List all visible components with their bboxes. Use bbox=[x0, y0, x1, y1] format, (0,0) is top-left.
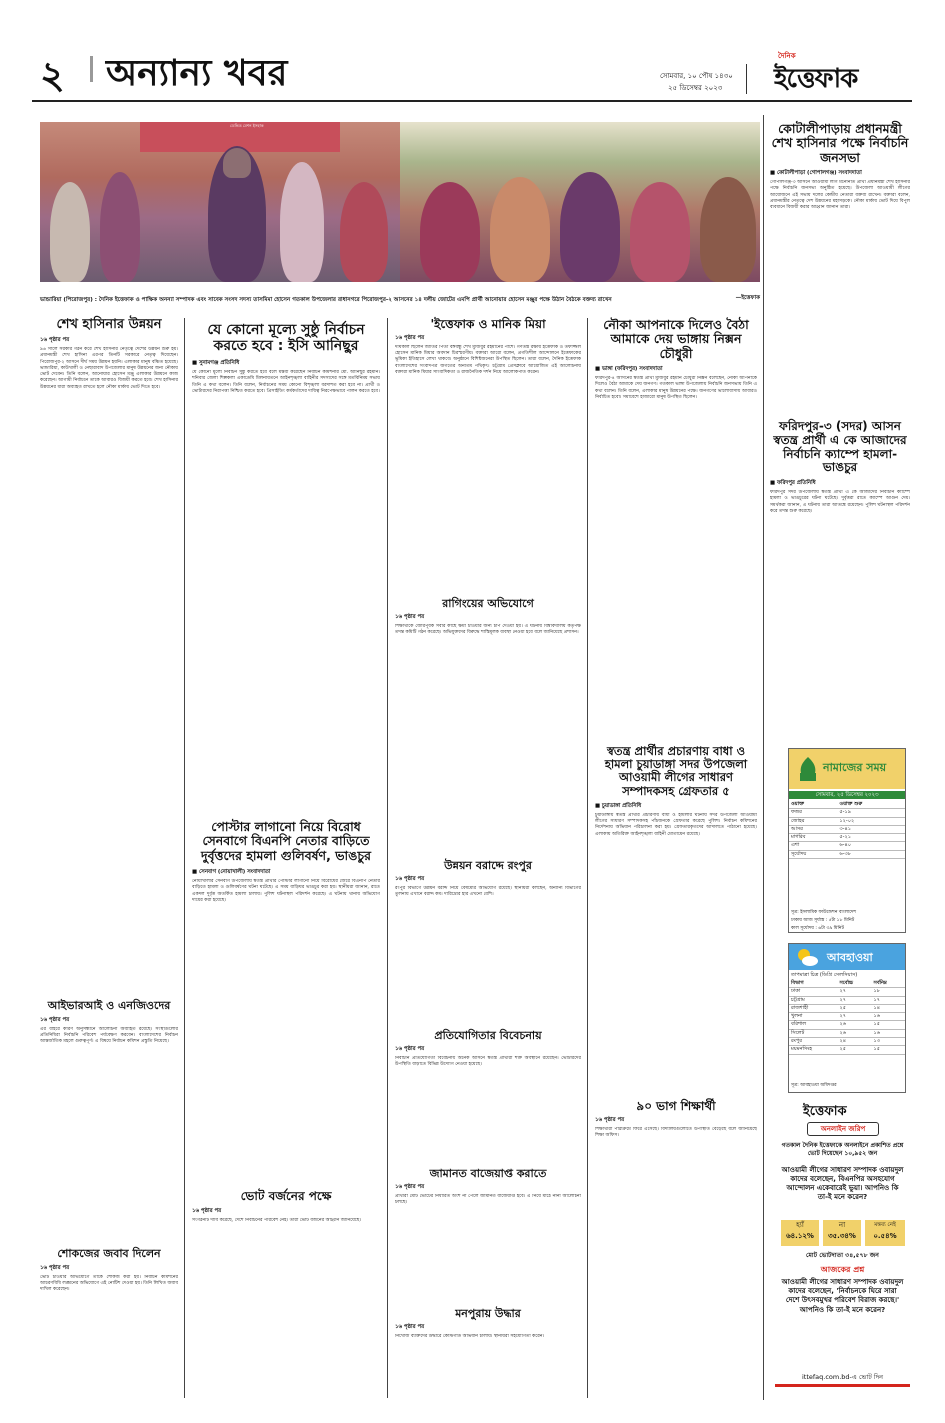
news-photo bbox=[40, 122, 760, 282]
dateline: ■ সেনবাগ (নোয়াখালী) সংবাদদাতা bbox=[192, 869, 271, 876]
article-body: শিক্ষার্থীরা পাঠ্যক্রমে ফিরে এসেছে। বিদ্যালয়গুলোতে উপস্থিতি বেড়েছে বলে জানিয়েছে শিক্ষা অফিস। bbox=[595, 1126, 757, 1139]
weather-title: আবহাওয়া bbox=[827, 951, 873, 964]
poll-today-label: আজকের প্রশ্ন bbox=[820, 1265, 865, 1274]
poll-logo: ইত্তেফাক bbox=[803, 1104, 847, 1119]
dateline: ■ ভাঙ্গা (ফরিদপুর) সংবাদদাতা bbox=[595, 366, 663, 373]
prayer-times-box bbox=[788, 748, 906, 933]
continuation: ১৬ পৃষ্ঠার পর bbox=[192, 1207, 222, 1214]
poll-total: মোট ভোটদাতা ৩৪,৫৭৮ জন bbox=[805, 1252, 879, 1259]
audience-2 bbox=[100, 172, 140, 282]
continuation: ১৬ পৃষ্ঠার পর bbox=[395, 613, 425, 620]
weather-row bbox=[789, 980, 905, 988]
col-rule-2 bbox=[387, 318, 388, 1398]
poll-today-question: আওয়ামী লীগের সাধারণ সম্পাদক ওবায়দুল কাদের বলেছেন, 'নির্বাচনকে ঘিরে সারা দেশে উৎসবমুখর পরিবেশ বিরাজ করছে।' আপনিও কি তা-ই মনে করেন? bbox=[781, 1278, 904, 1314]
sun-cloud-icon bbox=[795, 947, 819, 967]
article-body: যে কোনো মূল্যে নির্বাচন সুষ্ঠু করতে হবে বলে মন্তব্য করেছেন নির্বাচন কমিশনার মো. আনিছুর রহমান। শনিবার জেলা শিল্পকলা একাডেমি মিলনায়তনে আইনশৃঙ্খলা বাহিনীর সদস্যদের সঙ্গে মতবিনিময় সভায় তিনি এ কথা বলেন। তিনি বলেন, নির্বাচনের সময় কোনো বিশৃঙ্খলা বরদাশত করা হবে না। প্রার্থী ও ভোটারদের নিরাপত্তা নিশ্চিত করতে হবে। প্রিসাইডিং কর্মকর্তাদের দায়িত্ব নিরপেক্ষভাবে পালন করতে হবে। bbox=[192, 370, 380, 395]
article-a2 bbox=[40, 1000, 178, 1240]
article-body: ভোট চাওয়ার অভিযোগে তাকে শোকজ করা হয়। নির্বাচন কমিশনের আচরণবিধি লঙ্ঘনের অভিযোগে এই নোটিশ দেওয়া হয়। তিনি লিখিত জবাব দাখিল করেছেন। bbox=[40, 1274, 178, 1293]
poll-badge bbox=[807, 1122, 879, 1136]
sunset-time: ঢাকায় আজ সূর্যাস্ত : ৫টা ১৮ মিনিট bbox=[791, 918, 855, 923]
dateline: ■ কোটালীপাড়া (গোপালগঞ্জ) সংবাদদাতা bbox=[770, 170, 862, 177]
audience-4 bbox=[340, 182, 388, 282]
article-body: দীর্ঘকাল ছিলেন জাতির পিতা বঙ্গবন্ধু শেখ মুজিবুর রহমানের পাশে। গণতন্ত্র রক্ষায় ইত্তেফাক ও তফাজ্জল হোসেন মানিক মিয়ার অবদান চিরস্মরণীয়। বক্তারা আরো বলেন, প্রগতিশীল আন্দোলনে ইত্তেফাকের ভূমিকা ইতিহাসে লেখা থাকবে। অনুষ্ঠানে বিশিষ্টজনেরা উপস্থিত ছিলেন। তারা বলেন, দৈনিক ইত্তেফাক বাংলাদেশের সংবাদপত্র জগতের অন্যতম পথিকৃৎ। চট্টগ্রাম প্রেসক্লাবে আয়োজিত এই আলোচনায় বক্তারা মানিক মিয়ার সাংবাদিকতা ও রাজনৈতিক দর্শন নিয়ে আলোকপাত করেন। bbox=[395, 344, 581, 375]
article-body: এর বাইরে কারণ অনুসন্ধানে আলোচনা অব্যাহত রয়েছে। সংস্থাগুলোর প্রতিনিধিরা নির্বাচনি পরিবেশ পর্যবেক্ষণ করবেন। বাংলাদেশের নির্বাচন আন্তর্জাতিক মহলে গুরুত্বপূর্ণ। এ বিষয়ে নির্বাচন কমিশন প্রস্তুতি নিয়েছে। bbox=[40, 1026, 178, 1045]
prayer-cell: ওয়াক্ত bbox=[789, 801, 837, 809]
col-rule-3 bbox=[587, 318, 588, 1398]
weather-cell: ২৬ bbox=[837, 1021, 871, 1029]
article-a7 bbox=[395, 318, 581, 558]
article-title: পোস্টার লাগানো নিয়ে বিরোধ সেনবাগে বিএনপি নেতার বাড়িতে দুর্বৃত্তদের হামলা গুলিবর্ষণ, ভাঙচুর bbox=[201, 819, 371, 863]
prayer-cell: আসর bbox=[789, 825, 837, 833]
prayer-row bbox=[789, 809, 905, 817]
poll-bottom-rule bbox=[775, 1384, 910, 1387]
article-title: স্বতন্ত্র প্রার্থীর প্রচারণায় বাধা ও হামলা চুয়াডাঙ্গা সদর উপজেলা আওয়ামী লীগের সাধারণ সম্পাদকসহ গ্রেফতার ৫ bbox=[604, 744, 748, 798]
weather-subtitle: তাপমাত্রা চিত্র (ডিগ্রি সেলসিয়াস) bbox=[791, 972, 858, 978]
date-english: ২৫ ডিসেম্বর ২০২৩ bbox=[668, 84, 723, 92]
weather-row bbox=[789, 1038, 905, 1046]
header-divider bbox=[90, 56, 93, 82]
article-title: 'ইত্তেফাক ও মানিক মিয়া bbox=[430, 317, 546, 331]
crowd-1 bbox=[420, 182, 480, 282]
prayer-table bbox=[789, 801, 905, 859]
online-poll-box bbox=[775, 1100, 910, 1398]
no-percent: ৩৫.৩৪% bbox=[828, 1232, 856, 1240]
prayer-cell: জোহর bbox=[789, 817, 837, 825]
weather-cell: ২৭ bbox=[837, 988, 871, 996]
date-bangla: সোমবার, ১০ পৌষ ১৪৩০ bbox=[660, 72, 733, 80]
prayer-cell: সূর্যোদয় bbox=[789, 850, 837, 858]
weather-cell: ১৭ bbox=[872, 996, 905, 1004]
page-number: ২ bbox=[40, 53, 65, 97]
weather-row bbox=[789, 1021, 905, 1029]
continuation: ১৬ পৃষ্ঠার পর bbox=[395, 1323, 425, 1330]
ittefaq-logo bbox=[754, 50, 914, 94]
poll-no-comment bbox=[865, 1220, 905, 1246]
poll-question: আওয়ামী লীগের সাধারণ সম্পাদক ওবায়দুল কাদের বলেছেন, বিএনপির অসহযোগ আন্দোলন একেবারেই ভুয়া। আপনিও কি তা-ই মনে করেন? bbox=[781, 1166, 904, 1201]
weather-source: সূত্র: আবহাওয়া অধিদপ্তর bbox=[791, 1083, 837, 1088]
article-a10 bbox=[395, 1030, 581, 1140]
article-body: ৯৬ সালে সরকার গঠন করে শেখ হাসিনার নেতৃত্বে দেশের উন্নয়ন শুরু হয়। প্রধানমন্ত্রী শেখ হাসিনা এরপর তিনটি সরকারে নেতৃত্ব দিয়েছেন। পিরোজপুর-২ আসনে দীর্ঘ সময় উন্নয়ন হয়নি। এলাকার মানুষ বঞ্চিত হয়েছে। ভান্ডারিয়া, কাউখালী ও নেছারাবাদ উপজেলার মানুষ উন্নয়নের জন্য নৌকায় ভোট দেবেন। তিনি বলেন, আনোয়ার হোসেন মঞ্জু এলাকার উন্নয়নে কাজ করেছেন। আগামী নির্বাচনে তাকে আবারও বিজয়ী করতে হবে। শেখ হাসিনার উন্নয়নের ধারা অব্যাহত রাখতে হলে নৌকা মার্কায় ভোট দিতে হবে। bbox=[40, 346, 178, 390]
dateline: ■ চুয়াডাঙ্গা প্রতিনিধি bbox=[595, 802, 642, 809]
article-a13 bbox=[595, 318, 757, 738]
article-title: উন্নয়ন বরাদ্দে রংপুর bbox=[444, 859, 532, 872]
prayer-cell: ৬-৪০ bbox=[837, 842, 905, 850]
crowd-2 bbox=[490, 177, 550, 282]
article-title: ৯০ ভাগ শিক্ষার্থী bbox=[636, 1099, 716, 1113]
continuation: ১৬ পৃষ্ঠার পর bbox=[395, 334, 425, 341]
sunrise-time: কাল সূর্যোদয় : ৬টা ৩৯ মিনিট bbox=[791, 926, 844, 931]
prayer-row bbox=[789, 842, 905, 850]
article-a9 bbox=[395, 860, 581, 1010]
weather-cell: ১৫ bbox=[872, 1021, 905, 1029]
article-title: শোকজের জবাব দিলেন bbox=[57, 1247, 161, 1260]
poll-vote-link[interactable]: ittefaq.com.bd-এ ভোট দিন bbox=[801, 1373, 884, 1381]
weather-row bbox=[789, 988, 905, 996]
crowd-5 bbox=[700, 177, 756, 282]
article-a11 bbox=[395, 1168, 581, 1298]
yes-label: হ্যাঁ bbox=[796, 1221, 804, 1229]
dateline: ■ ফরিদপুর প্রতিনিধি bbox=[770, 480, 816, 487]
article-title: প্রতিযোগিতার বিবেচনায় bbox=[434, 1029, 542, 1042]
article-body: গোপালগঞ্জ-৩ আসনে আওয়ামী লীগ মনোনীত প্রার্থী প্রধানমন্ত্রী শেখ হাসিনার পক্ষে নির্বাচনি জনসভা অনুষ্ঠিত হয়েছে। উপজেলা আওয়ামী লীগের আয়োজনে এই সভায় দলের কেন্দ্রীয় নেতারা বক্তব্য রাখেন। বক্তারা বলেন, প্রধানমন্ত্রীর নেতৃত্বে দেশ উন্নয়নের মহাসড়কে। নৌকা মার্কায় ভোট দিয়ে বিপুল ব্যবধানে বিজয়ী করার আহ্বান জানান তারা। bbox=[770, 180, 910, 211]
weather-cell: রাজশাহী bbox=[789, 1004, 837, 1012]
article-a12 bbox=[395, 1308, 581, 1398]
photo-credit: —ইত্তেফাক bbox=[735, 295, 760, 301]
crowd-4 bbox=[630, 182, 690, 282]
photo-caption bbox=[40, 286, 760, 305]
prayer-cell: এশা bbox=[789, 842, 837, 850]
article-title: নৌকা আপনাকে দিলেও বৈঠা আমাকে দেয় ভাঙ্গায় নিক্সন চৌধুরী bbox=[603, 317, 749, 361]
poll-badge-label: অনলাইন জরিপ bbox=[820, 1125, 866, 1133]
masthead bbox=[32, 42, 912, 96]
prayer-banner bbox=[789, 749, 905, 789]
article-a16 bbox=[770, 122, 910, 412]
prayer-cell: ১২-০২ bbox=[837, 817, 905, 825]
article-title: কোটালীপাড়ায় প্রধানমন্ত্রী শেখ হাসিনার পক্ষে নির্বাচনি জনসভা bbox=[771, 121, 909, 165]
poll-yes bbox=[781, 1220, 819, 1246]
no-label: না bbox=[838, 1221, 846, 1229]
section-title: অন্যান্য খবর bbox=[106, 53, 288, 94]
weather-cell: সর্বোচ্চ bbox=[837, 980, 871, 988]
weather-cell: ময়মনসিংহ bbox=[789, 1046, 837, 1054]
weather-cell: ১৩ bbox=[872, 1038, 905, 1046]
article-body: নোয়াখালীর সেনবাগ উপজেলায় স্বতন্ত্র প্রার্থীর পোস্টার লাগানো নিয়ে বিরোধের জেরে বিএনপি নেতার বাড়িতে হামলা ও গুলিবর্ষণের ঘটনা ঘটেছে। এ সময় বাড়িঘর ভাঙচুর করা হয়। স্থানীয়রা জানান, রাতে একদল দুর্বৃত্ত অতর্কিত হামলা চালায়। পুলিশ ঘটনাস্থল পরিদর্শন করেছে। এ ঘটনায় থানায় অভিযোগ দায়ের করা হয়েছে। bbox=[192, 879, 380, 904]
article-title: রাগিংয়ের অভিযোগে bbox=[442, 597, 534, 610]
prayer-source: সূত্র: ইসলামিক ফাউন্ডেশন বাংলাদেশ bbox=[791, 910, 857, 915]
article-body: চুয়াডাঙ্গায় স্বতন্ত্র প্রার্থীর প্রচারণায় বাধা ও হামলার ঘটনায় সদর উপজেলা আওয়ামী লীগের সাধারণ সম্পাদকসহ পাঁচজনকে গ্রেফতার করেছে পুলিশ। নির্বাচন কমিশনের নির্দেশনায় অভিযান পরিচালনা করা হয়। গ্রেফতারকৃতদের আদালতে পাঠানো হয়েছে। এলাকায় অতিরিক্ত আইনশৃঙ্খলা বাহিনী মোতায়েন রয়েছে। bbox=[595, 812, 757, 837]
continuation: ১৬ পৃষ্ঠার পর bbox=[395, 1183, 425, 1190]
poll-no bbox=[823, 1220, 861, 1246]
article-body: শিক্ষার্থীকে জোরপূর্বক সবার কাছে ক্ষমা চাওয়ার জন্য চাপ দেওয়া হয়। এ ঘটনায় বিশ্ববিদ্যালয় কর্তৃপক্ষ তদন্ত কমিটি গঠন করেছে। অভিযুক্তদের বিরুদ্ধে শাস্তিমূলক ব্যবস্থা নেওয়া হবে বলে জানিয়েছে প্রশাসন। bbox=[395, 623, 581, 635]
article-title: ভোট বর্জনের পক্ষে bbox=[240, 1189, 332, 1203]
audience-3 bbox=[280, 162, 324, 282]
article-a15 bbox=[595, 1100, 757, 1398]
weather-cell: ২৭ bbox=[837, 1013, 871, 1021]
prayer-cell: মাগরিব bbox=[789, 834, 837, 842]
article-body: নির্বাচনি প্রতিযোগিতা বিবেচনায় অনেক আসনে স্বতন্ত্র প্রার্থীরা শক্ত অবস্থানে রয়েছেন। ভোটারদের উপস্থিতি বাড়াতে বিভিন্ন উদ্যোগ নেওয়া হয়েছে। bbox=[395, 1055, 581, 1067]
no-comment-label: মন্তব্য নেই bbox=[874, 1222, 896, 1228]
speaker-head bbox=[223, 148, 251, 178]
caption-text: ভান্ডারিয়া (পিরোজপুর) : দৈনিক ইত্তেফাক ও পাক্ষিক অনন্যা সম্পাদক এবং সাবেক সংসদ সদস্য তাসমিমা হোসেন গতকাল উপজেলার রাধানগরে পিরোজপুর-২ আসনের ১৪ দলীয় জোটের এমপি প্রার্থী আনোয়ার হোসেন মঞ্জুর পক্ষে উঠান বৈঠকে বক্তব্য রাখেন bbox=[40, 297, 612, 303]
prayer-cell: ৩-৪১ bbox=[837, 825, 905, 833]
poll-result-intro: গতকাল দৈনিক ইত্তেফাকে অনলাইনে প্রকাশিত প্রশ্নে ভোট দিয়েছেন ১০,৯৫২ জন bbox=[781, 1142, 904, 1157]
prayer-row bbox=[789, 850, 905, 858]
article-body: ফরিদপুর সদর উপজেলায় স্বতন্ত্র প্রার্থী এ কে আজাদের নির্বাচনি ক্যাম্পে হামলা ও ভাঙচুরের ঘটনা ঘটেছে। দুর্বৃত্তরা রাতে ক্যাম্পে আগুন দেয়। সমর্থকরা জানান, এ ঘটনায় তারা আতঙ্কে রয়েছেন। পুলিশ ঘটনাস্থল পরিদর্শন করে তদন্ত শুরু করেছে। bbox=[770, 490, 910, 515]
article-title: আইভারআই ও এনজিওদের bbox=[47, 999, 171, 1012]
prayer-date: সোমবার, ২৫ ডিসেম্বর ২০২৩ bbox=[789, 791, 905, 799]
weather-box bbox=[788, 943, 906, 1093]
prayer-row bbox=[789, 801, 905, 809]
mosque-icon bbox=[797, 755, 819, 783]
weather-cell: ১৬ bbox=[872, 1013, 905, 1021]
weather-cell: ঢাকা bbox=[789, 988, 837, 996]
prayer-cell: ৬-৩৮ bbox=[837, 850, 905, 858]
weather-cell: ১৫ bbox=[872, 1046, 905, 1054]
logo-main: ইত্তেফাক bbox=[774, 64, 858, 94]
continuation: ১৬ পৃষ্ঠার পর bbox=[595, 1116, 625, 1123]
weather-row bbox=[789, 1004, 905, 1012]
weather-cell: সর্বনিম্ন bbox=[872, 980, 905, 988]
weather-cell: ২৫ bbox=[837, 1004, 871, 1012]
article-a8 bbox=[395, 598, 581, 678]
article-a1 bbox=[40, 318, 178, 996]
col-rule-1 bbox=[184, 318, 185, 1398]
header-rule bbox=[32, 100, 912, 102]
banner-text: ডেভিড মেশন ইসহাক bbox=[230, 123, 264, 128]
article-title: মনপুরায় উদ্ধার bbox=[455, 1307, 521, 1320]
weather-table bbox=[789, 980, 905, 1055]
weather-cell: ২৭ bbox=[837, 996, 871, 1004]
continuation: ১৬ পৃষ্ঠার পর bbox=[395, 875, 425, 882]
header-v-divider bbox=[746, 64, 747, 94]
weather-cell: সিলেট bbox=[789, 1029, 837, 1037]
article-a4 bbox=[192, 318, 380, 808]
weather-row bbox=[789, 1046, 905, 1054]
continuation: ১৬ পৃষ্ঠার পর bbox=[40, 336, 70, 343]
prayer-cell: ৫-১৯ bbox=[837, 809, 905, 817]
weather-cell: ২৫ bbox=[837, 1046, 871, 1054]
article-title: শেখ হাসিনার উন্নয়ন bbox=[56, 317, 162, 332]
prayer-row bbox=[789, 825, 905, 833]
weather-cell: ১৬ bbox=[872, 1029, 905, 1037]
article-body: ফরিদপুর-৪ আসনের স্বতন্ত্র প্রার্থী মুজিবুর রহমান চৌধুরী নিক্সন বলেছেন, নৌকা আপনাকে দিলেও বৈঠা আমাকে দেয় জনগণ। গতকাল ভাঙ্গা উপজেলায় নির্বাচনি জনসভায় তিনি এ কথা বলেন। তিনি বলেন, এলাকার মানুষ উন্নয়নের পক্ষে। জনগণের ভালোবাসায় আবারও নির্বাচিত হবো। সমাবেশে হাজারো মানুষ উপস্থিত ছিলেন। bbox=[595, 376, 757, 401]
article-body: প্রার্থীরা মোট ভোটের নির্ধারিত অংশ না পেলে জামানত বাজেয়াপ্ত হবে। এ নিয়ে মাঠে নানা আলোচনা চলছে। bbox=[395, 1193, 581, 1205]
article-a3 bbox=[40, 1248, 178, 1398]
weather-cell: বরিশাল bbox=[789, 1021, 837, 1029]
weather-cell: ২৪ bbox=[837, 1038, 871, 1046]
article-a6 bbox=[192, 1190, 380, 1398]
weather-cell: খুলনা bbox=[789, 1013, 837, 1021]
article-a5 bbox=[192, 820, 380, 1180]
yes-percent: ৬৪.১২% bbox=[786, 1232, 814, 1240]
col-rule-4 bbox=[763, 115, 764, 1400]
weather-banner bbox=[789, 944, 905, 970]
continuation: ১৬ পৃষ্ঠার পর bbox=[395, 1045, 425, 1052]
weather-cell: চট্টগ্রাম bbox=[789, 996, 837, 1004]
weather-row bbox=[789, 1029, 905, 1037]
article-body: রংপুর বিভাগে উন্নয়ন বরাদ্দ নিয়ে বৈষম্যের অভিযোগ রয়েছে। স্থানীয়রা বলছেন, অন্যান্য বিভাগের তুলনায় এখানে বরাদ্দ কম। দারিদ্র্যের হার এখনো বেশি। bbox=[395, 885, 581, 897]
continuation: ১৬ পৃষ্ঠার পর bbox=[40, 1016, 70, 1023]
weather-cell: ১৮ bbox=[872, 988, 905, 996]
weather-cell: ১৪ bbox=[872, 1004, 905, 1012]
audience-1 bbox=[50, 182, 90, 282]
weather-cell: রংপুর bbox=[789, 1038, 837, 1046]
article-a17 bbox=[770, 420, 910, 720]
no-comment-percent: ০.৫৪% bbox=[873, 1232, 897, 1240]
article-body: সংগঠনটি দাবি করেছে, দেশে নির্বাচনের পরিবেশ নেই। তারা ভোট বর্জনের আহ্বান জানিয়েছে। bbox=[192, 1217, 362, 1223]
weather-cell: ২৬ bbox=[837, 1029, 871, 1037]
prayer-row bbox=[789, 817, 905, 825]
article-title: জামানত বাজেয়াপ্ত করাতে bbox=[429, 1167, 547, 1180]
dateline: ■ সুনামগঞ্জ প্রতিনিধি bbox=[192, 360, 240, 367]
continuation: ১৬ পৃষ্ঠার পর bbox=[40, 1264, 70, 1271]
article-a14 bbox=[595, 745, 757, 1075]
logo-small: দৈনিক bbox=[778, 52, 796, 60]
prayer-title: নামাজের সময় bbox=[823, 761, 887, 774]
prayer-row bbox=[789, 834, 905, 842]
article-title: যে কোনো মূল্যে সুষ্ঠু নির্বাচন করতে হবে : ইসি আনিছুর bbox=[207, 322, 365, 355]
prayer-cell: ফজর bbox=[789, 809, 837, 817]
weather-row bbox=[789, 996, 905, 1004]
article-title: ফরিদপুর-৩ (সদর) আসন স্বতন্ত্র প্রার্থী এ কে আজাদের নির্বাচনি ক্যাম্পে হামলা-ভাঙচুর bbox=[773, 419, 907, 475]
weather-row bbox=[789, 1013, 905, 1021]
crowd-3 bbox=[560, 172, 620, 282]
prayer-cell: ওয়াক্ত শুরু bbox=[837, 801, 905, 809]
weather-cell: বিভাগ bbox=[789, 980, 837, 988]
prayer-cell: ৫-২১ bbox=[837, 834, 905, 842]
article-body: নিখোঁজ ব্যক্তিদের উদ্ধারে কোস্টগার্ড অভিযান চালায়। স্থানীয়রা সহযোগিতা করেন। bbox=[395, 1333, 545, 1339]
